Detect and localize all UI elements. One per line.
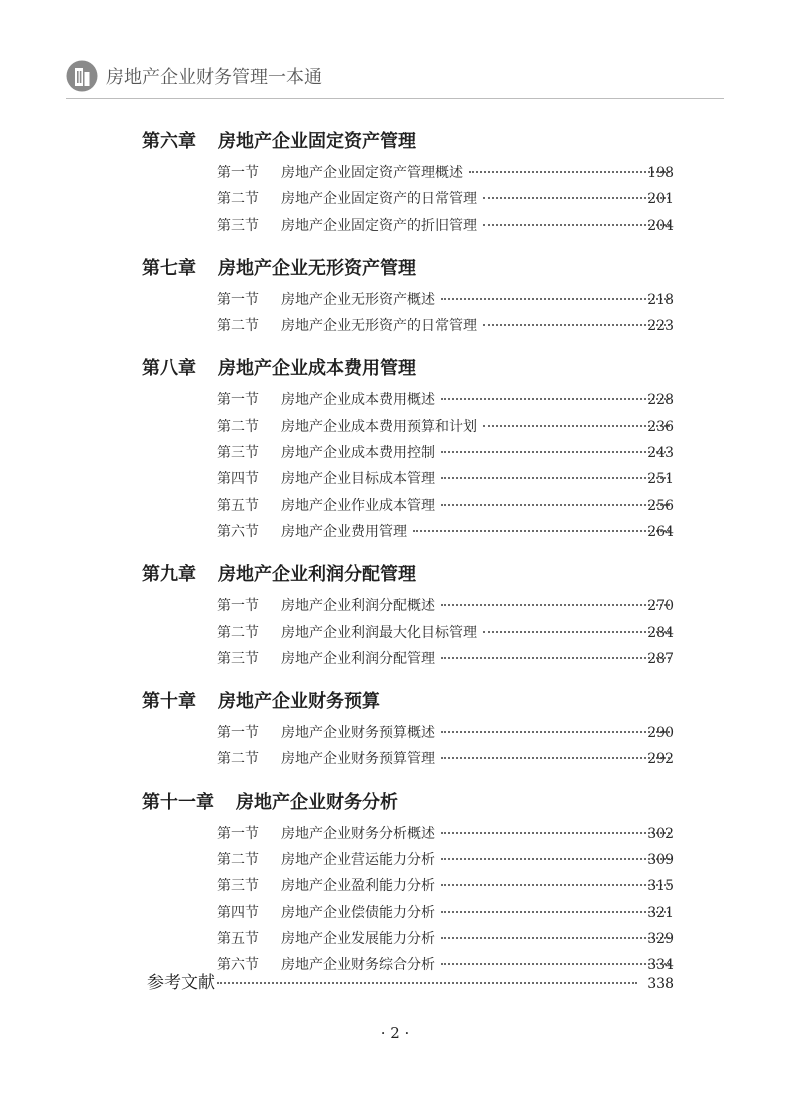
building-logo-icon: [66, 60, 98, 92]
dot-leader: [441, 504, 670, 506]
toc-section-row[interactable]: [0, 440, 790, 466]
chapter-heading[interactable]: [0, 124, 790, 160]
toc-section-row[interactable]: [0, 414, 790, 440]
section-page-number: 223: [647, 318, 674, 335]
dot-leader: [441, 477, 670, 479]
section-title-line: [281, 387, 674, 413]
section-page-number: 251: [647, 471, 674, 488]
dot-leader: [441, 731, 670, 733]
section-title: 房地产企业利润分配管理: [281, 650, 435, 667]
references-entry[interactable]: [147, 968, 674, 998]
section-number: 第二节: [217, 751, 259, 768]
section-page-number: 204: [647, 217, 674, 234]
section-number: 第二节: [217, 624, 259, 641]
section-page-number: 321: [647, 904, 674, 921]
section-title: 房地产企业营运能力分析: [281, 852, 435, 869]
section-number: 第一节: [217, 725, 259, 742]
dot-leader: [441, 832, 670, 834]
chapter-number: 第九章: [142, 564, 196, 586]
toc-section-row[interactable]: [0, 213, 790, 239]
section-title-line: [281, 926, 674, 952]
toc-section-row[interactable]: [0, 466, 790, 492]
section-title-line: [281, 440, 674, 466]
chapter-number: 第十一章: [142, 791, 214, 813]
dot-leader: [483, 224, 670, 226]
chapter-title: 房地产企业财务预算: [218, 691, 380, 713]
chapter-number: 第八章: [142, 358, 196, 380]
toc-section-row[interactable]: [0, 847, 790, 873]
section-number: 第五节: [217, 930, 259, 947]
section-page-number: 302: [647, 825, 674, 842]
section-page-number: 284: [647, 624, 674, 641]
dot-leader: [441, 657, 670, 659]
section-title: 房地产企业目标成本管理: [281, 471, 435, 488]
toc-section-row[interactable]: [0, 313, 790, 339]
dot-leader: [441, 937, 670, 939]
section-title-line: [281, 313, 674, 339]
chapter-title: 房地产企业无形资产管理: [218, 257, 416, 279]
chapter-title: 房地产企业固定资产管理: [218, 131, 416, 152]
toc-chapter: [0, 351, 790, 545]
section-number: 第三节: [217, 878, 259, 895]
section-title-line: [281, 213, 674, 239]
chapter-heading[interactable]: [0, 251, 790, 287]
section-page-number: 315: [647, 878, 674, 895]
section-number: 第二节: [217, 418, 259, 435]
section-page-number: 218: [647, 291, 674, 308]
section-title: 房地产企业成本费用控制: [281, 445, 435, 462]
section-number: 第二节: [217, 191, 259, 208]
section-number: 第三节: [217, 217, 259, 234]
toc-section-row[interactable]: [0, 593, 790, 619]
dot-leader: [413, 530, 670, 532]
section-page-number: 243: [647, 445, 674, 462]
book-title: 房地产企业财务管理一本通: [106, 67, 322, 88]
chapter-heading[interactable]: [0, 351, 790, 387]
chapter-heading[interactable]: [0, 785, 790, 821]
section-title: 房地产企业利润最大化目标管理: [281, 624, 477, 641]
section-page-number: 264: [647, 523, 674, 540]
section-number: 第三节: [217, 650, 259, 667]
toc-section-row[interactable]: [0, 900, 790, 926]
toc-section-row[interactable]: [0, 821, 790, 847]
section-title: 房地产企业成本费用概述: [281, 392, 435, 409]
toc-section-row[interactable]: [0, 186, 790, 212]
section-number: 第一节: [217, 598, 259, 615]
chapter-title: 房地产企业财务分析: [236, 791, 398, 813]
section-number: 第一节: [217, 291, 259, 308]
references-label: 参考文献: [147, 973, 215, 993]
header-divider: [66, 98, 724, 99]
section-page-number: 290: [647, 725, 674, 742]
dot-leader: [217, 982, 637, 984]
toc-chapter: [0, 251, 790, 340]
running-header: [66, 60, 322, 92]
dot-leader: [441, 398, 670, 400]
toc-section-row[interactable]: [0, 519, 790, 545]
section-title: 房地产企业财务预算管理: [281, 751, 435, 768]
section-title: 房地产企业成本费用预算和计划: [281, 418, 477, 435]
section-title: 房地产企业无形资产的日常管理: [281, 318, 477, 335]
toc-section-row[interactable]: [0, 873, 790, 899]
section-title: 房地产企业盈利能力分析: [281, 878, 435, 895]
toc-chapter: [0, 557, 790, 672]
section-number: 第四节: [217, 904, 259, 921]
section-page-number: 270: [647, 598, 674, 615]
section-title-line: [281, 746, 674, 772]
toc-section-row[interactable]: [0, 746, 790, 772]
toc-section-row[interactable]: [0, 493, 790, 519]
section-title-line: [281, 720, 674, 746]
section-page-number: 236: [647, 418, 674, 435]
section-number: 第一节: [217, 165, 259, 181]
section-title: 房地产企业偿债能力分析: [281, 904, 435, 921]
dot-leader: [441, 858, 670, 860]
dot-leader: [441, 604, 670, 606]
section-number: 第六节: [217, 523, 259, 540]
section-title: 房地产企业固定资产的折旧管理: [281, 217, 477, 234]
toc-section-row[interactable]: [0, 387, 790, 413]
dot-leader: [483, 425, 670, 427]
toc-section-row[interactable]: [0, 646, 790, 672]
toc-section-row[interactable]: [0, 160, 790, 186]
section-page-number: 309: [647, 852, 674, 869]
chapter-number: 第七章: [142, 257, 196, 279]
section-title-line: [281, 847, 674, 873]
section-page-number: 201: [647, 191, 674, 208]
section-title: 房地产企业固定资产的日常管理: [281, 191, 477, 208]
section-title-line: [281, 593, 674, 619]
section-title-line: [281, 620, 674, 646]
section-number: 第一节: [217, 825, 259, 842]
dot-leader: [483, 197, 670, 199]
toc-chapter: [0, 684, 790, 773]
section-number: 第四节: [217, 471, 259, 488]
section-number: 第一节: [217, 392, 259, 409]
section-title-line: [281, 414, 674, 440]
toc-chapter: [0, 124, 790, 239]
dot-leader: [441, 963, 670, 965]
section-title: 房地产企业无形资产概述: [281, 291, 435, 308]
section-title-line: [281, 186, 674, 212]
dot-leader: [441, 298, 670, 300]
page-number: · 2 ·: [380, 1024, 410, 1042]
section-number: 第二节: [217, 852, 259, 869]
section-title-line: [281, 873, 674, 899]
section-title: 房地产企业发展能力分析: [281, 930, 435, 947]
section-number: 第二节: [217, 318, 259, 335]
section-number: 第五节: [217, 497, 259, 514]
section-title-line: [281, 493, 674, 519]
section-title-line: [281, 900, 674, 926]
toc-section-row[interactable]: [0, 620, 790, 646]
chapter-title: 房地产企业成本费用管理: [218, 358, 416, 380]
section-title: 房地产企业费用管理: [281, 523, 407, 540]
section-page-number: 228: [647, 392, 674, 409]
dot-leader: [441, 451, 670, 453]
section-number: 第六节: [217, 957, 259, 974]
references-page-number: 338: [647, 976, 674, 992]
table-of-contents: [0, 124, 790, 991]
toc-section-row[interactable]: [0, 287, 790, 313]
section-title-line: [281, 466, 674, 492]
section-title-line: [281, 646, 674, 672]
section-title-line: [281, 160, 674, 186]
section-title-line: [281, 519, 674, 545]
section-page-number: 198: [647, 165, 674, 181]
section-title-line: [281, 287, 674, 313]
section-page-number: 329: [647, 930, 674, 947]
section-page-number: 287: [647, 650, 674, 667]
section-page-number: 292: [647, 751, 674, 768]
dot-leader: [441, 911, 670, 913]
dot-leader: [483, 324, 670, 326]
toc-chapter: [0, 785, 790, 979]
section-page-number: 334: [647, 957, 674, 974]
section-title: 房地产企业固定资产管理概述: [281, 165, 463, 181]
dot-leader: [483, 631, 670, 633]
dot-leader: [441, 757, 670, 759]
dot-leader: [441, 884, 670, 886]
section-page-number: 256: [647, 497, 674, 514]
chapter-number: 第六章: [142, 131, 196, 152]
section-number: 第三节: [217, 445, 259, 462]
chapter-number: 第十章: [142, 691, 196, 713]
chapter-heading[interactable]: [0, 557, 790, 593]
section-title: 房地产企业作业成本管理: [281, 497, 435, 514]
chapter-heading[interactable]: [0, 684, 790, 720]
section-title: 房地产企业财务预算概述: [281, 725, 435, 742]
section-title: 房地产企业利润分配概述: [281, 598, 435, 615]
section-title: 房地产企业财务分析概述: [281, 825, 435, 842]
toc-section-row[interactable]: [0, 926, 790, 952]
dot-leader: [469, 171, 670, 173]
section-title-line: [281, 821, 674, 847]
toc-section-row[interactable]: [0, 720, 790, 746]
section-title: 房地产企业财务综合分析: [281, 957, 435, 974]
chapter-title: 房地产企业利润分配管理: [218, 564, 416, 586]
